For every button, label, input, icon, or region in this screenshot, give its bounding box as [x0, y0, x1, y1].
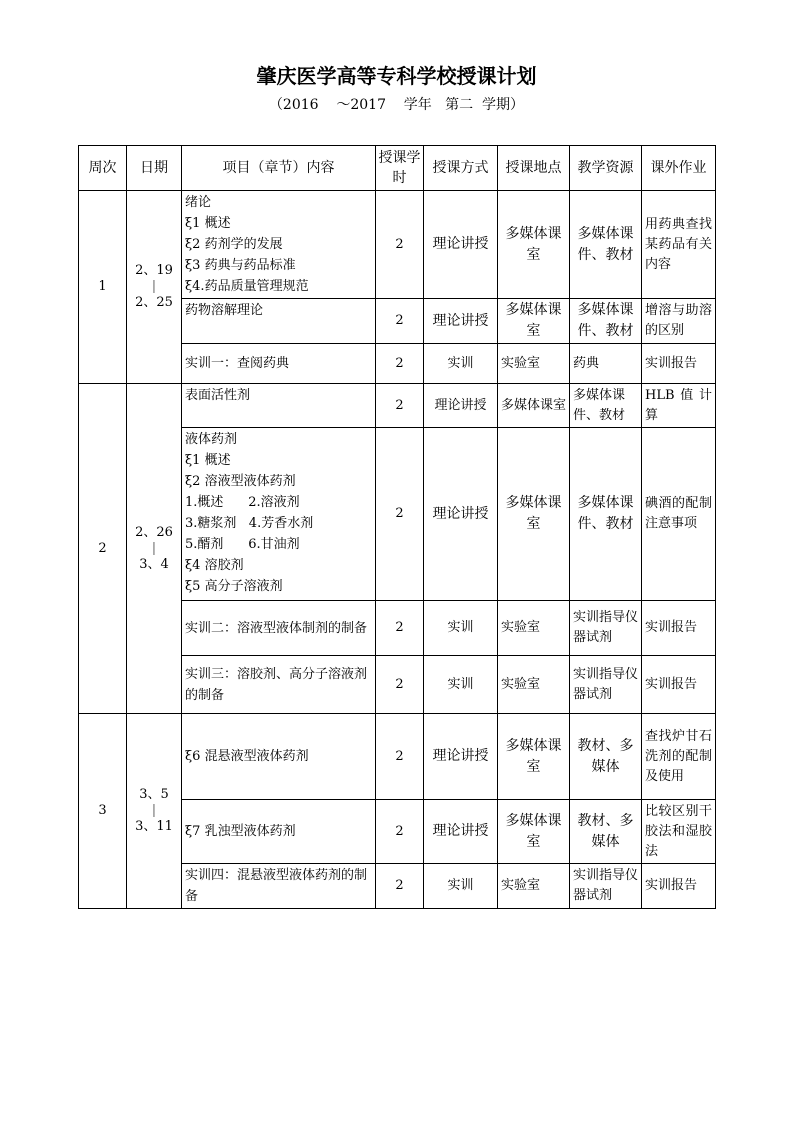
homework-cell: [642, 601, 716, 656]
place-text: 实验室: [501, 355, 541, 371]
hours-cell: [376, 800, 424, 864]
method-text: 理论讲授: [434, 397, 487, 413]
content-cell: [182, 344, 376, 384]
date-from: 3、5: [139, 787, 169, 802]
place-text: 多媒体课室: [505, 495, 562, 532]
method-cell: [424, 428, 498, 601]
method-text: 实训: [447, 620, 474, 635]
hours-text: 2: [395, 620, 404, 635]
method-cell: [424, 191, 498, 299]
content-line: ξ1 概述: [185, 216, 231, 231]
content-line: ξ6 混悬液型液体药剂: [185, 749, 309, 764]
table-row: [79, 384, 716, 428]
date-separator: |: [151, 540, 157, 556]
resource-text: 多媒体课件、教材: [577, 225, 634, 263]
homework-text: 实训报告: [645, 355, 698, 371]
hours-text: 2: [395, 748, 404, 764]
method-cell: [424, 299, 498, 344]
week-number: 2: [98, 540, 107, 556]
place-text: 多媒体课室: [505, 812, 562, 850]
content-cell: [182, 384, 376, 428]
method-text: 理论讲授: [432, 823, 489, 839]
place-cell: [498, 714, 570, 800]
content-cell: [182, 714, 376, 800]
homework-cell: [642, 714, 716, 800]
homework-text: HLB值计算: [645, 387, 712, 423]
content-line: ξ3 药典与药品标准: [185, 258, 296, 273]
homework-cell: [642, 191, 716, 299]
content-line: ξ4 溶胶剂: [185, 558, 244, 573]
week-cell: [79, 714, 127, 909]
week-number: 1: [98, 279, 107, 294]
method-text: 理论讲授: [432, 236, 489, 252]
method-cell: [424, 344, 498, 384]
homework-text: 实训报告: [645, 620, 698, 635]
hours-text: 2: [395, 397, 404, 413]
content-line: ξ5 高分子溶液剂: [185, 579, 283, 594]
homework-cell: [642, 864, 716, 909]
method-cell: [424, 800, 498, 864]
hours-cell: [376, 191, 424, 299]
table-row: [79, 191, 716, 299]
hours-text: 2: [395, 506, 404, 521]
resource-text: 实训指导仪器试剂: [573, 666, 639, 702]
method-text: 理论讲授: [432, 505, 489, 522]
place-cell: [498, 344, 570, 384]
content-line: ξ1 概述: [185, 453, 231, 468]
content-cell: [182, 601, 376, 656]
homework-text: 碘酒的配制注意事项: [645, 496, 712, 531]
resource-cell: [570, 656, 642, 714]
place-cell: [498, 601, 570, 656]
content-line: ξ2 药剂学的发展: [185, 237, 283, 252]
week-number: 3: [98, 803, 107, 818]
date-from: 2、26: [135, 524, 173, 540]
homework-cell: [642, 800, 716, 864]
place-text: 实验室: [501, 878, 541, 893]
method-text: 实训: [447, 355, 474, 371]
method-cell: [424, 384, 498, 428]
content-cell: [182, 800, 376, 864]
place-cell: [498, 299, 570, 344]
homework-cell: [642, 428, 716, 601]
week-cell: [79, 191, 127, 384]
place-cell: [498, 800, 570, 864]
hours-cell: [376, 864, 424, 909]
hours-text: 2: [395, 676, 404, 692]
place-text: 多媒体课室: [501, 397, 567, 413]
content-line: 3.糖浆剂 4.芳香水剂: [185, 516, 314, 531]
resource-text: 实训指导仪器试剂: [573, 610, 639, 645]
date-cell: [127, 191, 182, 384]
hours-cell: [376, 601, 424, 656]
content-line: 5.醑剂 6.甘油剂: [185, 537, 300, 552]
content-cell: [182, 299, 376, 344]
method-text: 实训: [447, 676, 474, 692]
date-to: 2、25: [135, 295, 173, 310]
method-text: 理论讲授: [432, 748, 489, 764]
resource-cell: [570, 601, 642, 656]
header-cell: 授课地点: [498, 146, 570, 191]
place-text: 实验室: [501, 676, 541, 692]
content-cell: [182, 656, 376, 714]
content-cell: [182, 191, 376, 299]
header-cell: 日期: [127, 146, 182, 191]
resource-text: 药典: [573, 355, 600, 371]
header-cell: 周次: [79, 146, 127, 191]
date-separator: |: [151, 279, 157, 294]
date-cell: [127, 384, 182, 714]
place-cell: [498, 384, 570, 428]
content-cell: [182, 864, 376, 909]
place-cell: [498, 191, 570, 299]
hours-cell: [376, 428, 424, 601]
hours-text: 2: [395, 236, 404, 252]
header-cell: 课外作业: [642, 146, 716, 191]
hours-cell: [376, 344, 424, 384]
resource-text: 多媒体课件、教材: [577, 302, 634, 339]
resource-cell: [570, 428, 642, 601]
resource-text: 多媒体课件、教材: [573, 387, 626, 423]
content-line: ξ2 溶液型液体药剂: [185, 474, 296, 489]
resource-text: 实训指导仪器试剂: [573, 868, 639, 903]
homework-text: 查找炉甘石洗剂的配制及使用: [645, 728, 712, 784]
homework-text: 实训报告: [645, 878, 698, 893]
table-row: [79, 714, 716, 800]
teaching-plan-table: [78, 145, 716, 909]
table-header-row: [79, 146, 716, 191]
method-text: 实训: [447, 878, 474, 893]
date-separator: |: [151, 803, 157, 818]
homework-cell: [642, 344, 716, 384]
hours-text: 2: [395, 823, 404, 839]
header-cell: 项目（章节）内容: [182, 146, 376, 191]
resource-text: 教材、多媒体: [577, 812, 634, 850]
homework-text: 比较区别干胶法和湿胶法: [645, 803, 712, 859]
content-line: 1.概述 2.溶液剂: [185, 495, 300, 510]
method-cell: [424, 714, 498, 800]
place-text: 多媒体课室: [505, 737, 562, 775]
hours-text: 2: [395, 878, 404, 893]
homework-cell: [642, 299, 716, 344]
hours-cell: [376, 656, 424, 714]
homework-text: 实训报告: [645, 676, 698, 692]
resource-cell: [570, 864, 642, 909]
resource-cell: [570, 299, 642, 344]
content-line: 实训二：溶液型液体制剂的制备: [185, 620, 368, 636]
content-line: 实训一：查阅药典: [185, 356, 290, 371]
content-line: 实训四：混悬液型液体药剂的制备: [185, 868, 368, 904]
content-line: 绪论: [185, 195, 212, 210]
resource-cell: [570, 191, 642, 299]
hours-cell: [376, 384, 424, 428]
resource-cell: [570, 714, 642, 800]
document-title: 肇庆医学高等专科学校授课计划: [256, 64, 537, 88]
resource-text: 教材、多媒体: [577, 737, 634, 775]
homework-text: 增溶与助溶的区别: [645, 303, 712, 338]
content-line: ξ7 乳浊型液体药剂: [185, 824, 296, 839]
hours-cell: [376, 714, 424, 800]
hours-text: 2: [395, 355, 404, 371]
place-text: 实验室: [501, 620, 541, 635]
place-cell: [498, 864, 570, 909]
date-from: 2、19: [135, 263, 173, 278]
week-cell: [79, 384, 127, 714]
method-cell: [424, 656, 498, 714]
content-line: 液体药剂: [185, 432, 238, 447]
homework-cell: [642, 656, 716, 714]
content-line: 实训三：溶胶剂、高分子溶液剂的制备: [185, 666, 368, 703]
hours-text: 2: [395, 313, 404, 328]
date-cell: [127, 714, 182, 909]
method-cell: [424, 864, 498, 909]
date-to: 3、4: [139, 556, 169, 572]
date-to: 3、11: [135, 819, 173, 834]
method-cell: [424, 601, 498, 656]
header-cell: 授课学时: [376, 146, 424, 191]
resource-text: 多媒体课件、教材: [577, 495, 634, 532]
content-cell: [182, 428, 376, 601]
header-cell: 教学资源: [570, 146, 642, 191]
resource-cell: [570, 344, 642, 384]
resource-cell: [570, 800, 642, 864]
content-line: 药物溶解理论: [185, 303, 264, 318]
homework-text: 用药典查找某药品有关内容: [645, 216, 712, 272]
place-cell: [498, 428, 570, 601]
homework-cell: [642, 384, 716, 428]
header-cell: 授课方式: [424, 146, 498, 191]
document-subtitle: （2016 ～2017 学年 第二 学期）: [268, 97, 525, 113]
resource-cell: [570, 384, 642, 428]
place-cell: [498, 656, 570, 714]
place-text: 多媒体课室: [505, 225, 562, 263]
hours-cell: [376, 299, 424, 344]
content-line: 表面活性剂: [185, 388, 251, 403]
method-text: 理论讲授: [432, 312, 489, 329]
content-line: ξ4.药品质量管理规范: [185, 279, 309, 294]
place-text: 多媒体课室: [505, 302, 562, 339]
